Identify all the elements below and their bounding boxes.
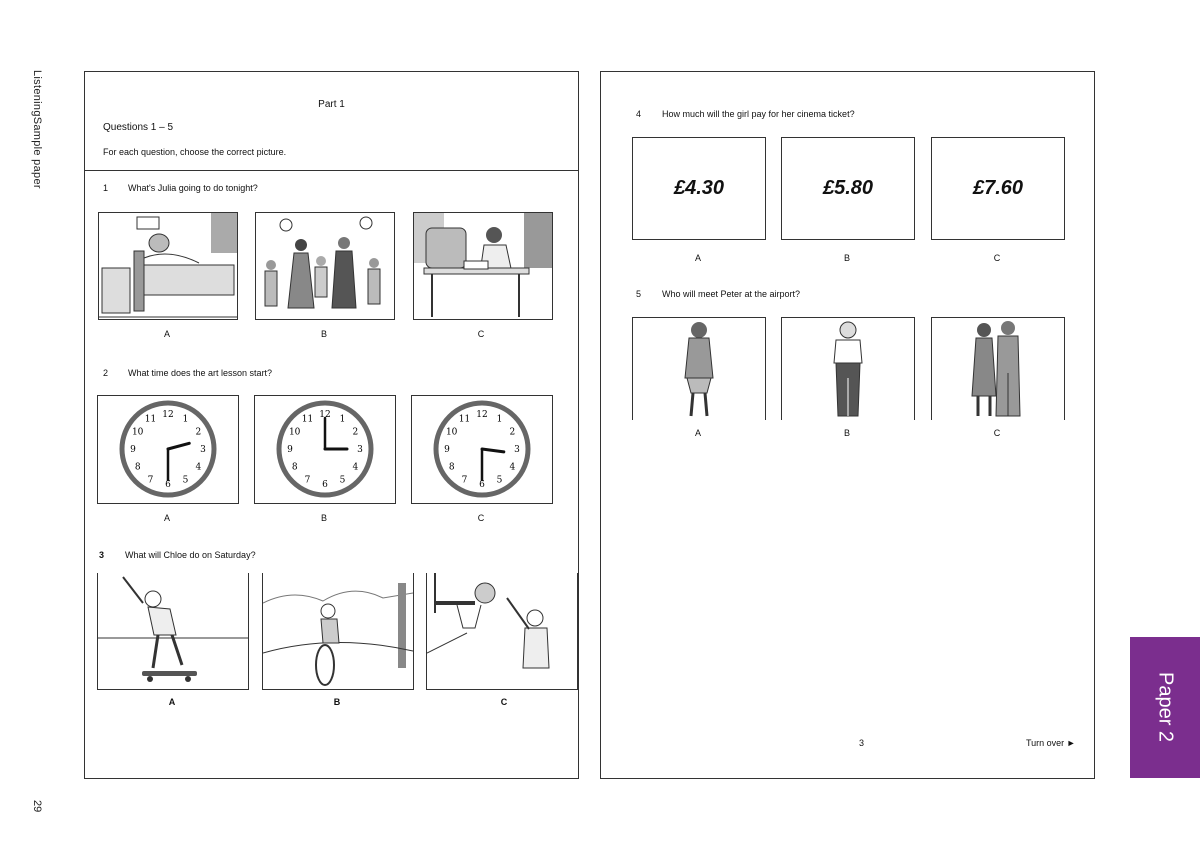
q3-option-b-picture[interactable] (262, 573, 414, 690)
question-number: 4 (636, 109, 642, 119)
clock-number: 12 (319, 410, 331, 420)
clock-number: 2 (509, 427, 516, 438)
q3-option-c-picture[interactable] (426, 573, 578, 690)
clock-number: 7 (147, 475, 154, 486)
q1-option-c-picture[interactable] (413, 212, 553, 320)
option-label: C (477, 513, 485, 523)
clock-number: 10 (445, 427, 458, 438)
question-text: What time does the art lesson start? (128, 368, 273, 378)
clock-number: 8 (291, 462, 298, 473)
option-label: B (320, 329, 327, 339)
clock-number: 11 (458, 414, 471, 425)
clock-number: 3 (514, 445, 520, 455)
question-number: 3 (99, 550, 105, 560)
clock-number: 1 (496, 414, 503, 425)
clock-number: 2 (195, 427, 202, 438)
woman-illustration (633, 318, 765, 420)
right-page-panel (600, 71, 1095, 779)
q5-option-b-picture[interactable] (781, 317, 915, 420)
turn-over-label: Turn over ► (1026, 738, 1076, 748)
option-label: C (993, 428, 1001, 438)
paper-tab (1130, 637, 1200, 778)
clock-face-icon (98, 396, 238, 503)
side-page-number: 29 (31, 800, 43, 813)
clock-number: 8 (448, 462, 455, 473)
option-label: A (694, 253, 701, 263)
party-illustration (256, 213, 394, 319)
side-title-rest: Sample paper (31, 116, 43, 189)
q1-option-b-picture[interactable] (255, 212, 395, 320)
clock-number: 6 (165, 480, 171, 490)
paper-tab-label: Paper 2 (1154, 672, 1177, 743)
left-page-panel (84, 71, 579, 779)
clock-number: 8 (134, 462, 141, 473)
part-heading: Part 1 (318, 99, 345, 110)
question-text: How much will the girl pay for her cinema ticket? (662, 109, 855, 119)
clock-number: 4 (352, 462, 359, 473)
clock-number: 5 (339, 475, 346, 486)
option-label: B (843, 428, 850, 438)
question-text: What will Chloe do on Saturday? (125, 550, 256, 560)
question-text: What's Julia going to do tonight? (128, 183, 258, 193)
side-title (31, 70, 43, 189)
bed-illustration (99, 213, 237, 319)
q4-option-a-price[interactable]: £4.30 (632, 137, 766, 240)
option-label: A (163, 513, 170, 523)
q2-option-c-clock[interactable] (411, 395, 553, 504)
clock-number: 2 (352, 427, 359, 438)
q2-option-a-clock[interactable] (97, 395, 239, 504)
question-text: Who will meet Peter at the airport? (662, 289, 801, 299)
page-number: 3 (859, 738, 865, 748)
q3-option-a-picture[interactable] (97, 573, 249, 690)
clock-number: 10 (131, 427, 144, 438)
option-label: B (320, 513, 327, 523)
option-label: C (993, 253, 1001, 263)
instruction-text: For each question, choose the correct picture. (103, 147, 287, 157)
option-label: A (163, 329, 170, 339)
clock-number: 10 (288, 427, 301, 438)
clock-number: 6 (479, 480, 485, 490)
clock-number: 1 (182, 414, 189, 425)
clock-number: 3 (357, 445, 363, 455)
option-label: B (333, 697, 341, 707)
clock-face-icon (255, 396, 395, 503)
q4-option-c-price[interactable]: £7.60 (931, 137, 1065, 240)
q4-option-b-price[interactable]: £5.80 (781, 137, 915, 240)
clock-number: 4 (195, 462, 202, 473)
man-illustration (782, 318, 914, 420)
option-label: C (500, 697, 508, 707)
clock-face-icon (412, 396, 552, 503)
clock-number: 3 (200, 445, 206, 455)
clock-number: 9 (444, 445, 450, 455)
couple-illustration (932, 318, 1064, 420)
option-label: C (477, 329, 485, 339)
option-label: A (168, 697, 176, 707)
clock-number: 6 (322, 480, 328, 490)
option-label: A (694, 428, 701, 438)
clock-number: 4 (509, 462, 516, 473)
clock-number: 9 (287, 445, 293, 455)
question-number: 1 (103, 183, 109, 193)
clock-number: 7 (461, 475, 468, 486)
clock-number: 11 (144, 414, 157, 425)
question-number: 5 (636, 289, 642, 299)
q5-option-a-picture[interactable] (632, 317, 766, 420)
cyclist-illustration (263, 573, 413, 689)
q2-option-b-clock[interactable] (254, 395, 396, 504)
clock-number: 7 (304, 475, 311, 486)
skateboarder-illustration (98, 573, 248, 689)
clock-number: 5 (496, 475, 503, 486)
q1-option-a-picture[interactable] (98, 212, 238, 320)
homework-illustration (414, 213, 552, 319)
side-title-prefix: Listening (31, 70, 43, 117)
question-number: 2 (103, 368, 109, 378)
basketball-illustration (427, 573, 577, 689)
questions-range: Questions 1 – 5 (103, 122, 174, 133)
option-label: B (843, 253, 850, 263)
q5-option-c-picture[interactable] (931, 317, 1065, 420)
clock-number: 12 (476, 410, 488, 420)
clock-number: 5 (182, 475, 189, 486)
divider (85, 170, 578, 171)
clock-number: 11 (301, 414, 314, 425)
clock-number: 9 (130, 445, 136, 455)
clock-number: 12 (162, 410, 174, 420)
clock-number: 1 (339, 414, 346, 425)
